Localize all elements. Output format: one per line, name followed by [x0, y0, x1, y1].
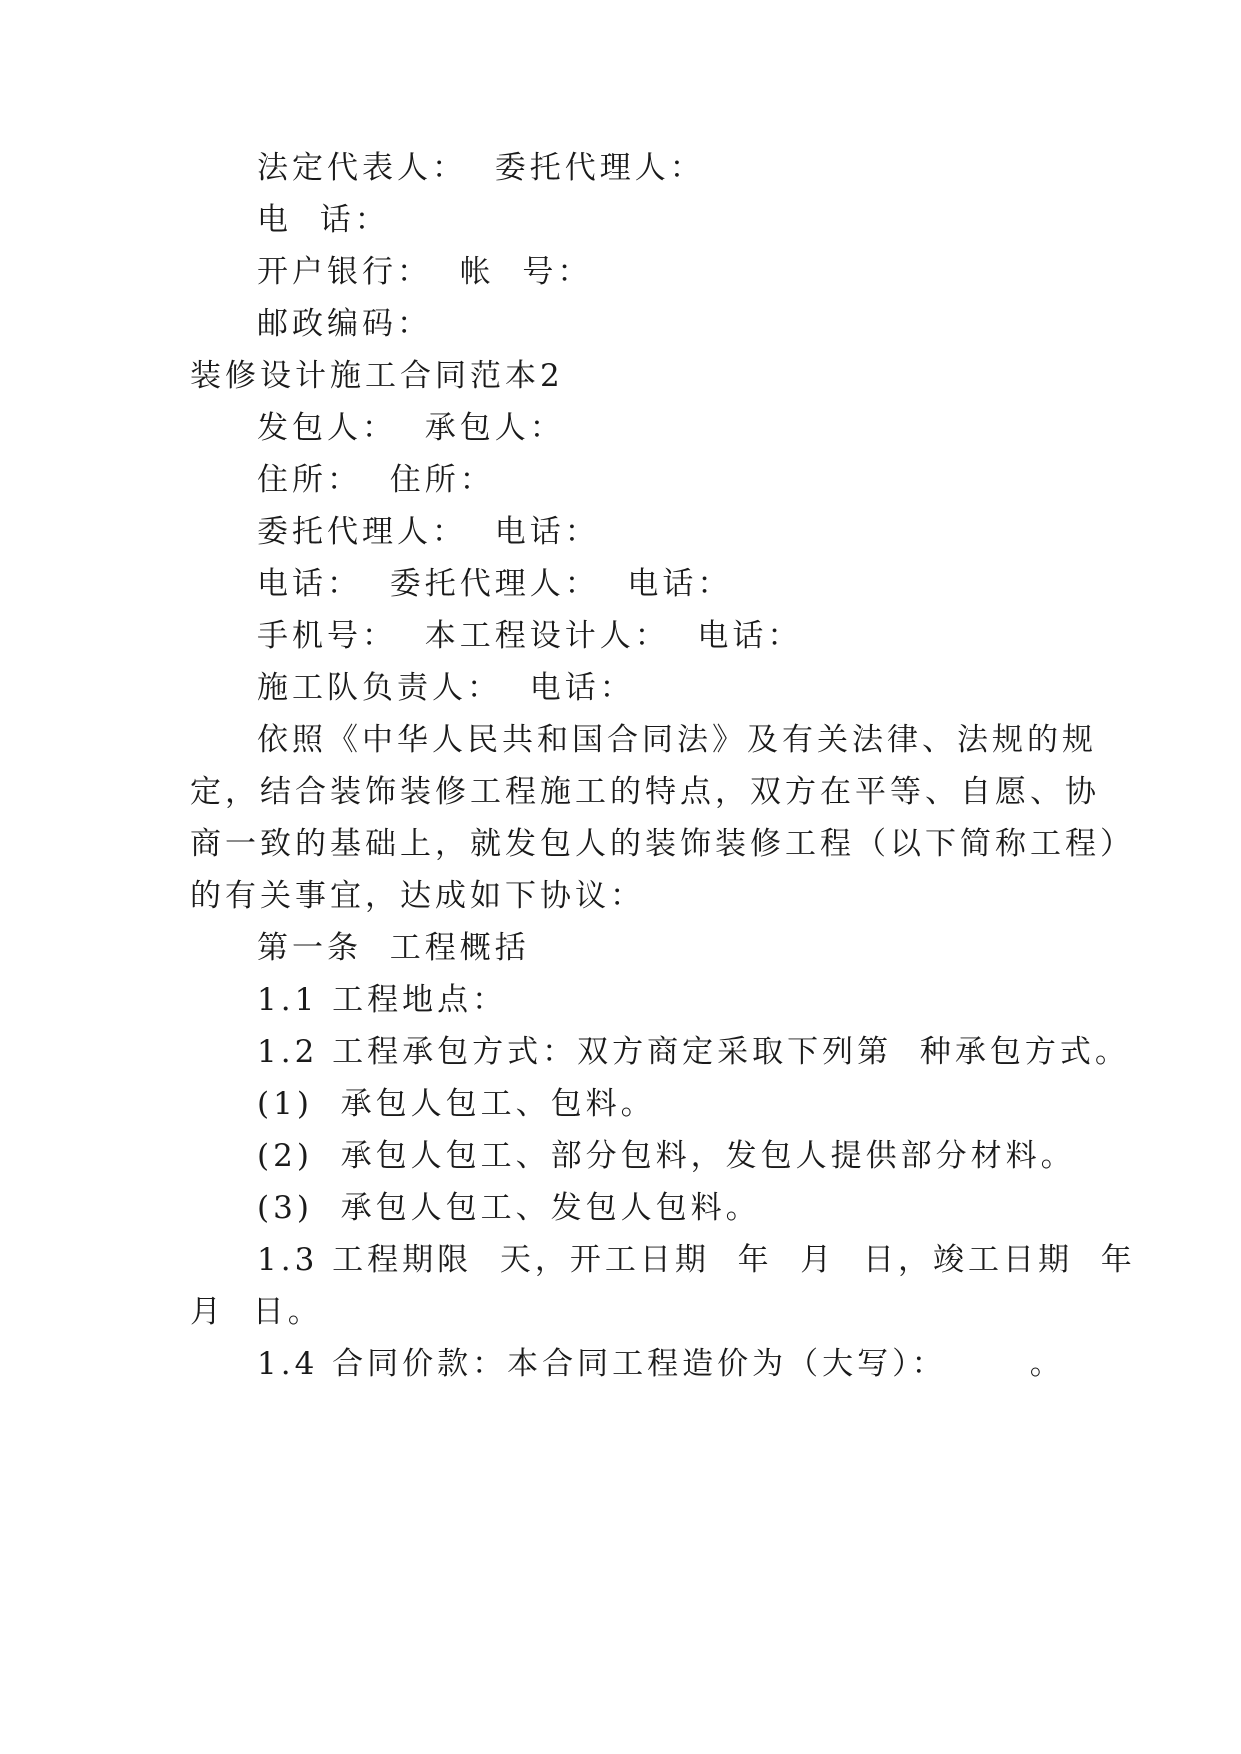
clause-1-3: 1.3 工程期限 天，开工日期 年 月 日，竣工日期 年 — [257, 1242, 1136, 1278]
bank-account-line: 开户银行： 帐 号： — [257, 254, 593, 290]
paragraph-line-3: 商一致的基础上，就发包人的装饰装修工程（以下简称工程） — [190, 826, 1135, 862]
clause-1-2: 1.2 工程承包方式：双方商定采取下列第 种承包方式。 — [257, 1034, 1130, 1070]
clause-1-4: 1.4 合同价款：本合同工程造价为（大写）： 。 — [257, 1346, 1065, 1382]
option-3: (3) 承包人包工、发包人包料。 — [257, 1190, 761, 1226]
agent-phone-line: 委托代理人： 电话： — [257, 514, 600, 550]
mobile-designer-line: 手机号： 本工程设计人： 电话： — [257, 618, 803, 654]
address-line: 住所： 住所： — [257, 462, 495, 498]
article-one-heading: 第一条 工程概括 — [257, 930, 530, 966]
paragraph-line-1: 依照《中华人民共和国合同法》及有关法律、法规的规 — [257, 722, 1097, 758]
postal-code-line: 邮政编码： — [257, 306, 432, 342]
phone-agent-line: 电话： 委托代理人： 电话： — [257, 566, 733, 602]
paragraph-line-4: 的有关事宜，达成如下协议： — [190, 878, 645, 914]
option-2: (2) 承包人包工、部分包料，发包人提供部分材料。 — [257, 1138, 1076, 1174]
option-1: (1) 承包人包工、包料。 — [257, 1086, 656, 1122]
section-heading: 装修设计施工合同范本2 — [190, 358, 564, 394]
paragraph-line-2: 定，结合装饰装修工程施工的特点，双方在平等、自愿、协 — [190, 774, 1100, 810]
team-leader-line: 施工队负责人： 电话： — [257, 670, 635, 706]
clause-1-3-continued: 月 日。 — [190, 1294, 323, 1330]
clause-1-1: 1.1 工程地点： — [257, 982, 508, 1018]
phone-line: 电 话： — [257, 202, 390, 238]
legal-representative-line: 法定代表人： 委托代理人： — [257, 150, 705, 186]
parties-line: 发包人： 承包人： — [257, 410, 565, 446]
